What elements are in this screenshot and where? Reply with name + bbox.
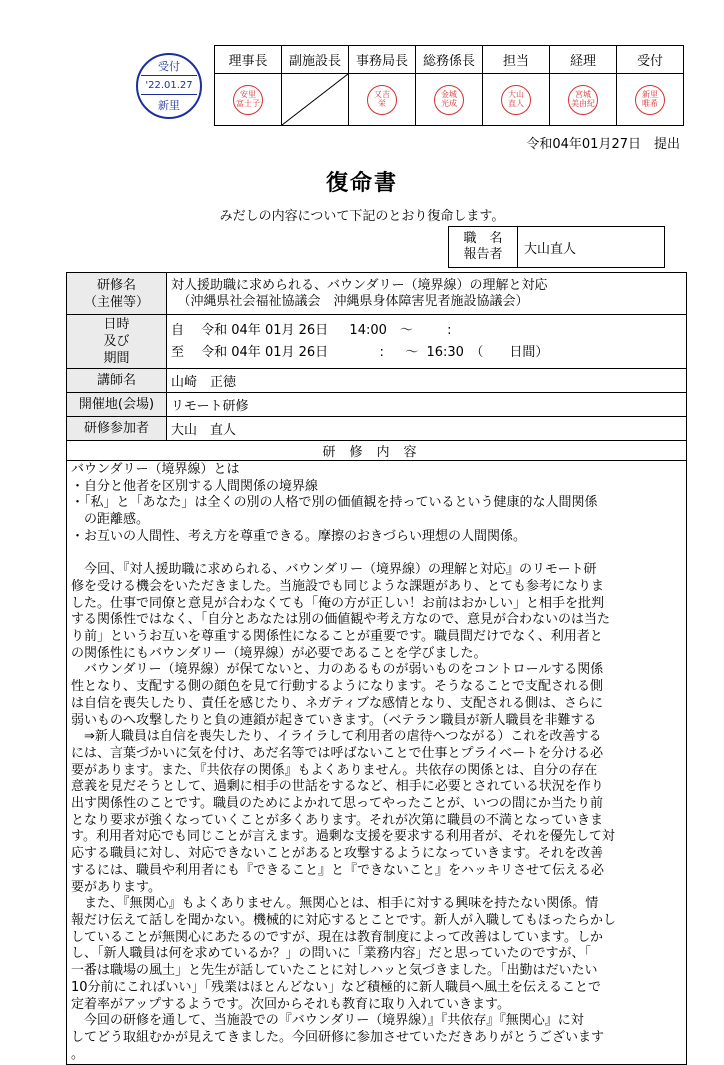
approval-cell-6: [617, 74, 684, 126]
approval-header-3: 総務係長: [416, 46, 483, 74]
training-title: 対人援助職に求められる、バウンダリー（境界線）の理解と対応: [171, 277, 548, 293]
venue: リモート研修: [167, 393, 687, 417]
approval-cell-5: [550, 74, 617, 126]
content-line: 修を受ける機会をいただきました。当施設でも同じような課題があり、とても参考になりま: [71, 578, 605, 594]
approval-seal: 又吉 栄: [367, 85, 397, 115]
training-report-table: [66, 272, 687, 1065]
content-line: 要があります。また、『共依存の関係』もよくありません。共依存の関係とは、自分の存在: [71, 762, 598, 778]
content-line: 10分前にこればいい」「残業はほとんどない」など積極的に新人職員へ風土を伝えることで: [71, 979, 602, 995]
approval-cell-4: [483, 74, 550, 126]
position-label: 職 名: [463, 231, 503, 246]
content-line: した。仕事で同僚と意見が合わなくても「俺の方が正しい！お前はおかしい」と相手を批判: [71, 595, 605, 611]
content-header: 研修内容: [67, 441, 687, 461]
reporter-label-text: 報告者: [463, 247, 503, 262]
strike-line-icon: [282, 74, 348, 125]
content-line: [71, 546, 682, 563]
content-line: の距離感。: [71, 512, 150, 528]
content-line: 報だけ伝えて話しを聞かない。機械的に対応するとことです。新人が入職してもほったらかし: [71, 912, 616, 928]
reporter-name: 大山直人: [518, 227, 665, 268]
reception-stamp: [136, 53, 202, 119]
content-line: となり要求が強くなっていくことが多くあります。それが次第に職員の不満となっていきま: [71, 812, 603, 828]
approval-seal: 安里 富士子: [233, 85, 263, 115]
content-line: ・お互いの人間性、考え方を尊重できる。摩擦のおきづらい理想の人間関係。: [71, 528, 527, 544]
approval-cell-1: [282, 74, 349, 126]
content-line: 意義を見だそうとして、過剰に相手の世話をするなど、相手に必要とされている状況を作り: [71, 779, 604, 795]
date-to: 至 令和 04年 01月 26日 : ～ 16:30 （ 日間）: [171, 344, 549, 360]
training-organizer: （沖縄県社会福祉協議会 沖縄県身体障害児者施設協議会）: [171, 293, 529, 309]
training-dates: [167, 315, 687, 369]
approval-header-5: 経理: [550, 46, 617, 74]
approval-header-1: 副施設長: [282, 46, 349, 74]
content-line: バウンダリー（境界線）が保てないと、力のあるものが弱いものをコントロールする関係: [71, 662, 604, 678]
content-line: してどう取組むかが見えてきました。今回研修に参加させていただきありがとうございます: [71, 1029, 605, 1045]
approval-cell-0: [215, 74, 282, 126]
approval-seal: 金城 光成: [434, 85, 464, 115]
participant-label: 研修参加者: [67, 417, 167, 441]
content-line: 出す関係性のことです。職員のためによかれて思ってやったことが、いつの間にか当たり前: [71, 796, 603, 812]
training-name: [167, 273, 687, 315]
content-line: ・「私」と「あなた」は全くの別の人格で別の価値観を持っているという健康的な人間関係: [71, 495, 598, 511]
content-line: 今回、『対人援助職に求められる、バウンダリー（境界線）の理解と対応』のリモート研: [71, 562, 597, 578]
approval-header-4: 担当: [483, 46, 550, 74]
content-line: 要があります。: [71, 879, 161, 895]
content-line: また、『無関心』もよくありません。無関心とは、相手に対する興味を持たない関係。情: [71, 896, 599, 912]
venue-label: 開催地(会場): [67, 393, 167, 417]
content-line: し、「新人職員は何を求めているか？」の問いに「業務内容」だと思っていたのですが、「: [71, 946, 592, 962]
document-subtitle: みだしの内容について下記のとおり復命します。: [219, 209, 505, 224]
content-line: す。利用者対応でも同じことが言えます。過剰な支援を要求する利用者が、それを優先して対: [71, 829, 615, 845]
content-line: 。: [71, 1046, 85, 1062]
stamp-date: '22.01.27: [145, 80, 193, 91]
reporter-table: [448, 226, 665, 268]
content-line: は自信を喪失したり、責任を感じたり、ネガティブな感情となり、支配される側は、さらに: [71, 695, 603, 711]
content-line: する関係性ではなく、「自分とあなたは別の価値観や考え方なので、意見が合わないのは当た: [71, 612, 610, 628]
content-line: バウンダリー（境界線）とは: [71, 462, 240, 477]
date-from: 自 令和 04年 01月 26日 14:00 ～ :: [171, 322, 452, 338]
reporter-label: [449, 227, 518, 268]
content-line: ⇒新人職員は自信を喪失したり、イライラして利用者の虐待へつながる）これを改善する: [71, 729, 602, 745]
submission-date: 令和04年01月27日 提出: [526, 137, 680, 152]
training-name-label: 研修名 （主催等）: [67, 273, 167, 315]
content-line: 一番は職場の風土」と先生が話していたことに対しハッと気づきました。「出勤はだいたい: [71, 963, 598, 979]
content-line: 今回の研修を通して、当施設での『バウンダリー（境界線）』『共依存』『無関心』に対: [71, 1013, 584, 1029]
content-line: 弱いものへ攻撃したりと負の連鎖が起きていきます。（ベテラン職員が新人職員を非難する: [71, 712, 597, 728]
approval-seal: 大山 直人: [501, 85, 531, 115]
lecturer-label: 講師名: [67, 369, 167, 393]
content-line: していることが無関心にあたるのですが、現在は教育制度によって改善はしています。しか: [71, 929, 603, 945]
lecturer-name: 山崎 正徳: [167, 369, 687, 393]
date-label: 日時 及び 期間: [67, 315, 167, 369]
content-line: ・自分と他者を区別する人間関係の境界線: [71, 478, 319, 494]
approval-header-0: 理事長: [215, 46, 282, 74]
approval-cell-2: [349, 74, 416, 126]
content-line: 定着率がアップするようです。次回からそれも教育に取り入れていきます。: [71, 996, 511, 1012]
content-line: り前」というお互いを尊重する関係性になることが重要です。職員間だけでなく、利用者と: [71, 629, 603, 645]
content-line: 応する職員に対し、対応できないことがあると攻撃するようになっていきます。それを改善: [71, 846, 603, 862]
content-line: するには、職員や利用者にも『できること』と『できないこと』をハッキリさせて伝える必: [71, 862, 605, 878]
stamp-top-text: 受付: [158, 60, 180, 73]
approval-table: [214, 45, 684, 126]
approval-seal: 新里 唯希: [635, 85, 665, 115]
training-content: [67, 461, 687, 1065]
content-line: 性となり、支配する側の顔色を見て行動するようになります。そうなることで支配される側: [71, 679, 603, 695]
approval-cell-3: [416, 74, 483, 126]
content-line: には、言葉づかいに気を付け、あだ名等では呼ばないことで仕事とプライベートを分ける必: [71, 745, 604, 761]
participant-name: 大山 直人: [167, 417, 687, 441]
content-line: の関係性にもバウンダリー（境界線）が必要であることを学びました。: [71, 645, 487, 661]
document-title: 復命書: [325, 171, 398, 196]
stamp-name: 新里: [158, 99, 180, 112]
approval-header-6: 受付: [617, 46, 684, 74]
approval-seal: 宮城 美由紀: [568, 85, 598, 115]
approval-header-2: 事務局長: [349, 46, 416, 74]
